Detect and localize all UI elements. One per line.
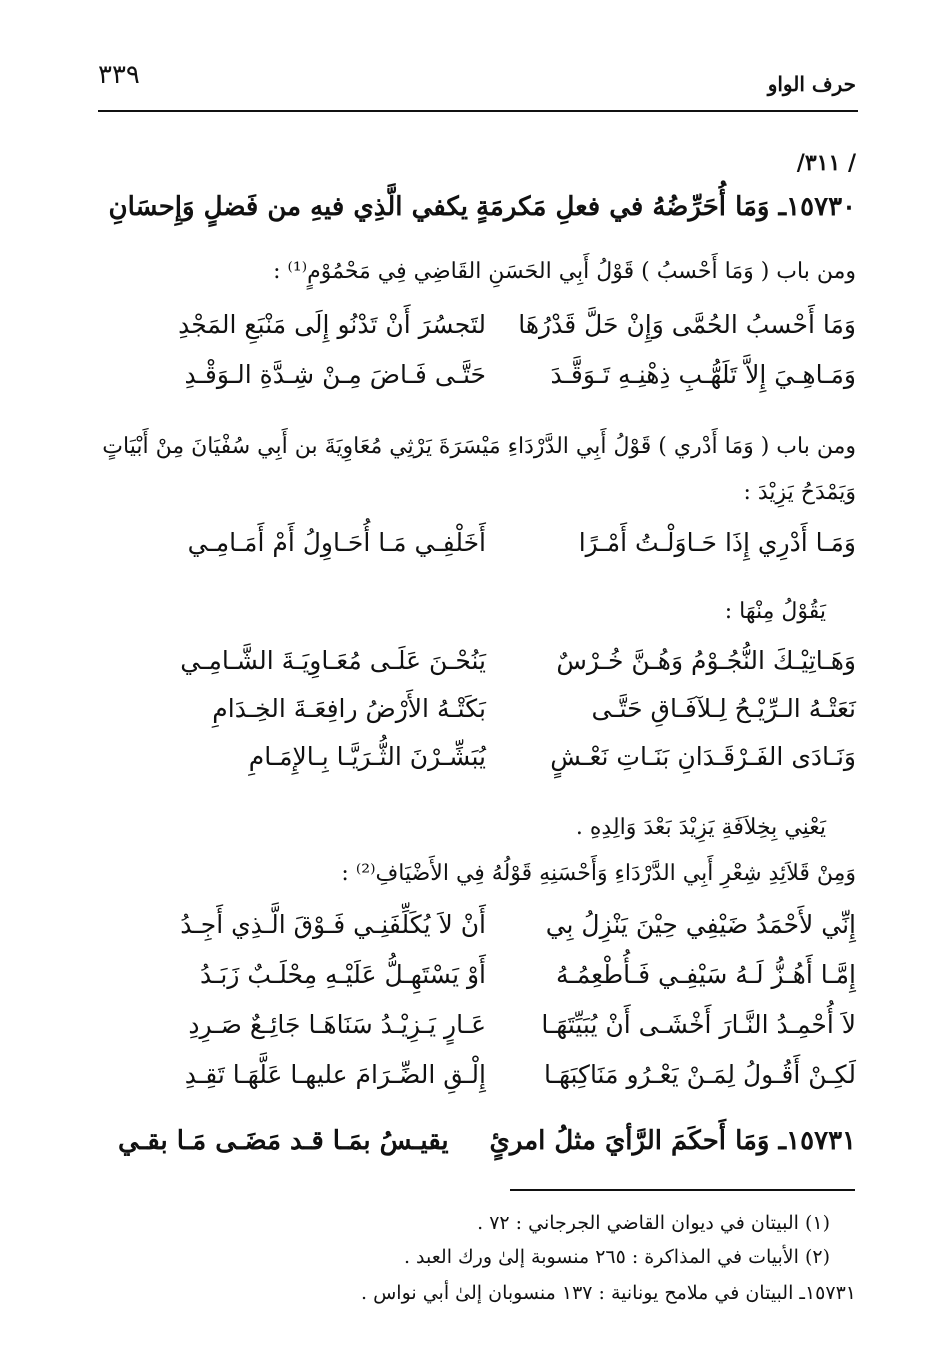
section-2-intro: ومن باب ( وَمَا أَدْري ) قَوْلُ أَبِي الدَّرْدَاءِ مَيْسَرَةَ يَرْثِي مُعَاوِيَةَ بن أَبِي سُفْيَانَ مِنْ أَبْيَاتٍ وَيَمْدَحُ يَزِيْدَ :: [102, 434, 856, 505]
second-hemistich: عَـارٍ يَـزِيْـدُ سَنَاهَـا جَائِـعٌ صَـرِدِ: [188, 1010, 486, 1039]
hemistich-text: وَمَا أُحَرِّضُهُ في فعلِ مَكرمَةٍ: [475, 192, 770, 222]
entry-15730-first-hemistich: [475, 192, 856, 222]
footnote-15731: ١٥٧٣١ـ البيتان في ملامح يونانية : ١٣٧ منسوبان إلىٰ أبي نواس .: [361, 1282, 856, 1304]
second-hemistich: لتَجسُرَ أَنْ تَدْنُو إِلَى مَنْبَعِ المَجْدِ: [178, 310, 486, 339]
section-3-intro: وَمِنْ قَلاَئِدِ شِعْرِ أَبِي الدَّرْدَاءِ وَأَحْسَنِهِ قَوْلُهُ فِي الأَضْيَافِ⁽²⁾ :: [341, 861, 856, 886]
verse-line: [98, 1010, 856, 1054]
second-hemistich: بَكَتْـهُ الأَرْضُ رافِعَـةَ الخِـدَامِ: [212, 694, 486, 723]
verse-line: [98, 960, 856, 1004]
first-hemistich: لَكِـنْ أَقُـولُ لِمَـنْ يَعْـرُو مَنَاكِبَهَـا: [544, 1060, 856, 1089]
entry-15731-first-hemistich: [486, 1126, 856, 1156]
verse-line: [98, 910, 856, 954]
verse-line: [98, 694, 856, 738]
verse-line: [98, 646, 856, 690]
running-header-title: حرف الواو: [767, 72, 856, 96]
footnote-1: (١) البيتان في ديوان القاضي الجرجاني : ٧٢ .: [477, 1212, 830, 1234]
verse-line: [98, 310, 856, 354]
reference-number: / ٣١١/: [796, 150, 856, 176]
first-hemistich: لاَ أُحْمِـدُ النَّـارَ أَخْشَـى أَنْ يُبَيِّتَهَـا: [541, 1010, 856, 1039]
verse-line: [98, 360, 856, 404]
second-hemistich: يَنُحْـنَ عَلَـى مُعَـاوِيَـةَ الشَّـامِـي: [180, 646, 486, 675]
first-hemistich: وَمَـاهِـيَ إِلاَّ تَلَهُّـبِ ذِهْنِـهِ تَـوَقَّـدَ: [550, 360, 856, 389]
entry-number: ١٥٧٣٠ـ: [778, 192, 856, 222]
first-hemistich: نَعَتْـهُ الـرِّيْـحُ لِـلآفَـاقِ حَتَّـى: [591, 694, 856, 723]
second-hemistich: إِلْـقِ الضِّـرَامَ عليهـا عَلَّهَـا تَقِـدِ: [184, 1060, 486, 1089]
verse-entry-15731: [98, 1126, 856, 1170]
entry-15731-second-hemistich: يقيـسُ بمَـا قـد مَضَـى مَـا بقـي: [118, 1126, 449, 1156]
second-hemistich: أَنْ لاَ يُكَلِّفَنِـي فَـوْقَ الَّـذِي أَجِـدُ: [180, 910, 486, 939]
first-hemistich: وَمَا أَحْسبُ الحُمَّى وَإِنْ حَلَّ قَدْرُهَا: [518, 310, 856, 339]
second-hemistich: أَوْ يَسْتَهِـلُّ عَلَيْـهِ مِحْلَـبٌ زَبَـدُ: [199, 960, 486, 989]
second-hemistich: أَخَلْفِـي مَـا أُحَـاوِلُ أَمْ أَمَـامِـي: [187, 528, 486, 557]
first-hemistich: وَمَـا أَدْرِي إِذَا حَـاوَلْـتُ أَمْـرًا: [578, 528, 856, 557]
footnote-divider: [510, 1189, 855, 1191]
section-1-intro: ومن باب ( وَمَا أَحْسبُ ) قَوْلُ أَبِي الحَسَنِ القَاضِي فِي مَحْمُوْمٍ⁽¹⁾ :: [273, 259, 856, 284]
footnote-2: (٢) الأبيات في المذاكرة : ٢٦٥ منسوبة إلىٰ ورك العبد .: [403, 1246, 830, 1268]
entry-15730-second-hemistich: يكفي الَّذِي فيهِ من فَضلٍ وَإِحسَانِ: [108, 192, 468, 222]
verse-entry-15730: [98, 192, 856, 236]
second-hemistich: يُبَشِّـرْنَ الثُّـرَيَّـا بِـالإِمَـامِ: [248, 742, 486, 771]
hemistich-text: وَمَا أَحكَمَ الرَّأيَ مثلُ امرئٍ: [489, 1126, 770, 1156]
first-hemistich: وَنَـادَى الفَـرْقَـدَانِ بَنَـاتِ نَعْـشٍ: [550, 742, 856, 771]
first-hemistich: إِمَّـا أَهُـزُّ لَـهُ سَيْفِـي فَـأُطْعِمُـهُ: [556, 960, 856, 989]
first-hemistich: إِنِّي لأَحْمَدُ ضَيْفِي حِيْنَ يَنْزِلُ بِي: [545, 910, 856, 939]
second-hemistich: حَتَّـى فَـاضَ مِـنْ شِـدَّةِ الـوَقْـدِ: [184, 360, 486, 389]
says-line: يَقُوْلُ مِنْهَا :: [724, 599, 826, 624]
first-hemistich: وَهَـاتِيْـكَ النُّجُـوْمُ وَهُـنَّ خُـرْسٌ: [556, 646, 856, 675]
explanatory-note: يَعْنِي بِخِلاَفَةِ يَزِيْدَ بَعْدَ وَالِدِهِ .: [575, 815, 826, 840]
verse-line: [98, 742, 856, 786]
verse-line: [98, 528, 856, 572]
page-number: ٣٣٩: [98, 60, 140, 90]
header-divider: [98, 110, 858, 112]
entry-number: ١٥٧٣١ـ: [778, 1126, 856, 1156]
verse-line: [98, 1060, 856, 1104]
